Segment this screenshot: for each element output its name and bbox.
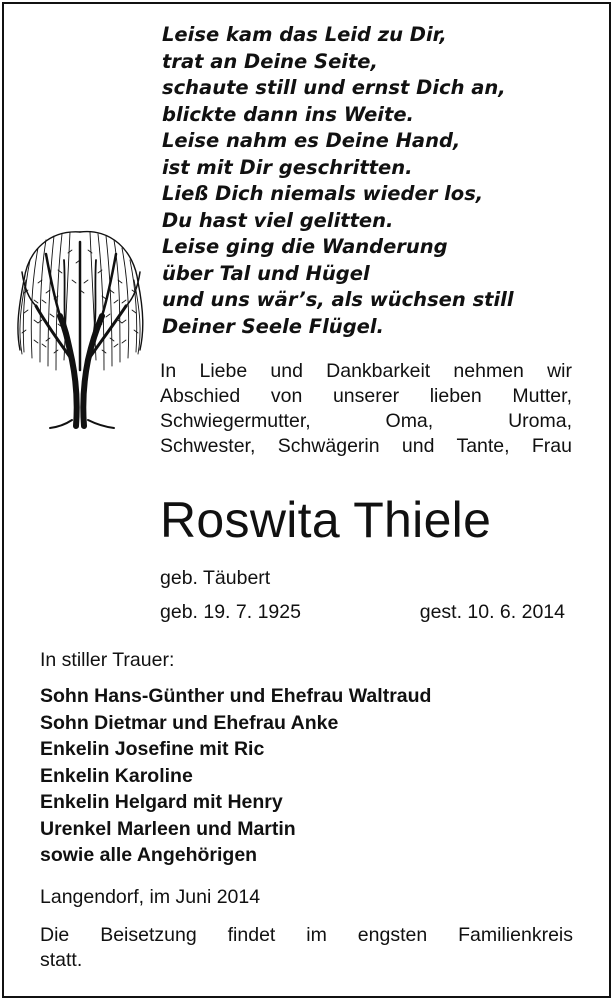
poem-line: Leise kam das Leid zu Dir, — [162, 23, 447, 46]
mourner: Sohn Dietmar und Ehefrau Anke — [40, 711, 339, 734]
burial-line: statt. — [40, 949, 83, 971]
mourner: Enkelin Helgard mit Henry — [40, 791, 283, 813]
birth-date: geb. 19. 7. 1925 — [160, 601, 301, 623]
mourning-label: In stiller Trauer: — [40, 649, 175, 671]
mourner: Enkelin Karoline — [40, 764, 193, 787]
poem-line: über Tal und Hügel — [162, 261, 370, 285]
poem-line: blickte dann ins Weite. — [162, 102, 414, 126]
life-dates — [160, 600, 565, 624]
poem — [162, 22, 582, 340]
poem-line: Du hast viel gelitten. — [162, 208, 394, 232]
mourner: sowie alle Angehörigen — [40, 844, 258, 866]
mourner: Enkelin Josefine mit Ric — [40, 738, 265, 760]
place-date: Langendorf, im Juni 2014 — [40, 886, 261, 908]
willow-tree-icon — [10, 220, 150, 430]
poem-line: Leise ging die Wanderung — [162, 235, 448, 258]
poem-line: Ließ Dich niemals wieder los, — [162, 182, 484, 205]
poem-line: Deiner Seele Flügel. — [162, 314, 384, 338]
burial-line: Die Beisetzung findet im engsten Familienkreis — [40, 924, 573, 946]
poem-line: schaute still und ernst Dich an, — [162, 76, 506, 99]
intro-line: Schwester, Schwägerin und Tante, Frau — [160, 435, 572, 457]
mourner: Sohn Hans-Günther und Ehefrau Waltraud — [40, 685, 432, 707]
poem-line: Leise nahm es Deine Hand, — [162, 129, 461, 152]
maiden-name: geb. Täubert — [160, 567, 271, 589]
poem-line: und uns wär’s, als wüchsen still — [162, 288, 514, 311]
intro-line: Schwiegermutter, Oma, Uroma, — [160, 410, 572, 432]
farewell-intro — [160, 359, 572, 459]
poem-line: trat an Deine Seite, — [162, 49, 378, 73]
death-date: gest. 10. 6. 2014 — [419, 601, 565, 623]
intro-line: In Liebe und Dankbarkeit nehmen wir — [160, 360, 572, 382]
mourners-list — [40, 683, 560, 869]
intro-line: Abschied von unserer lieben Mutter, — [160, 385, 572, 407]
mourner: Urenkel Marleen und Martin — [40, 817, 296, 840]
burial-note — [40, 923, 573, 973]
poem-line: ist mit Dir geschritten. — [162, 155, 413, 179]
deceased-name: Roswita Thiele — [160, 492, 492, 548]
